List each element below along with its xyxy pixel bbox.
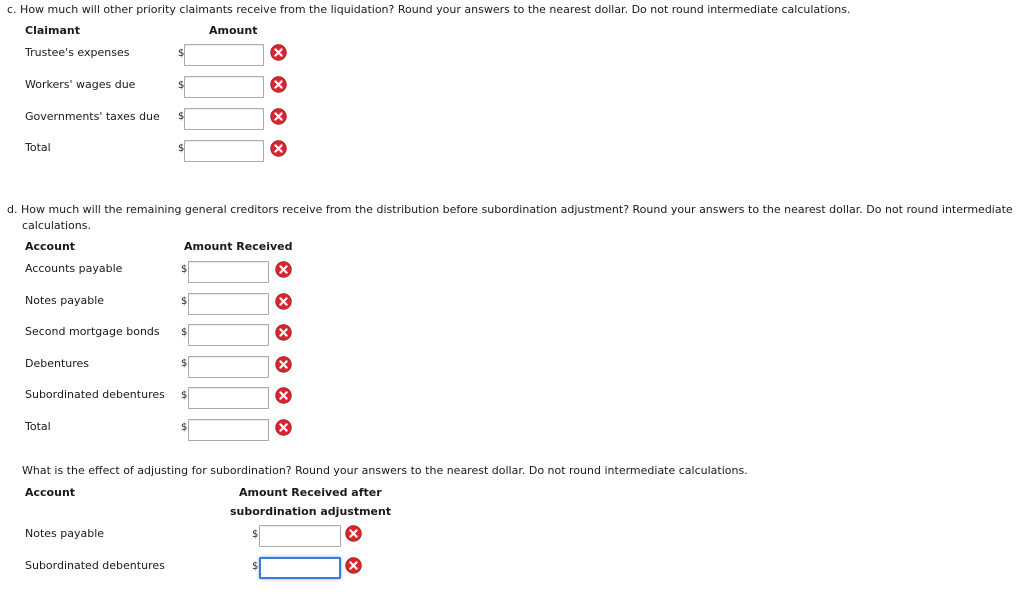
question-subordination-effect: What is the effect of adjusting for subordination? Round your answers to the nearest dollar. Do not round intermediate calculations. <box>22 464 748 477</box>
header-amount: Amount <box>209 24 258 37</box>
x-circle-icon <box>275 356 292 373</box>
x-circle-icon <box>345 557 362 574</box>
currency-sign: $ <box>181 422 188 433</box>
notes-payable-d-input[interactable] <box>188 293 269 315</box>
row-label-debentures: Debentures <box>25 357 90 370</box>
x-circle-icon <box>275 293 292 310</box>
x-circle-icon <box>275 419 292 436</box>
header-amount-after-line1: Amount Received after <box>239 486 382 499</box>
row-label-subordinated-debentures-e: Subordinated debentures <box>25 559 165 572</box>
second-mortgage-bonds-input[interactable] <box>188 324 269 346</box>
header-account-d: Account <box>25 240 76 253</box>
currency-sign: $ <box>181 390 188 401</box>
currency-sign: $ <box>252 561 259 572</box>
currency-sign: $ <box>178 143 185 154</box>
trustees-expenses-input[interactable] <box>184 44 264 66</box>
x-circle-icon <box>275 387 292 404</box>
row-label-trustees-expenses: Trustee's expenses <box>25 46 130 59</box>
row-label-total-d: Total <box>25 420 51 433</box>
row-label-total-c: Total <box>25 141 51 154</box>
row-label-subordinated-debentures-d: Subordinated debentures <box>25 388 165 401</box>
row-label-second-mortgage-bonds: Second mortgage bonds <box>25 325 160 338</box>
currency-sign: $ <box>178 111 185 122</box>
question-c: c. How much will other priority claimants receive from the liquidation? Round your answers to the nearest dollar. Do not round intermediate calculations. <box>7 3 851 16</box>
header-amount-received: Amount Received <box>184 240 293 253</box>
currency-sign: $ <box>178 48 185 59</box>
currency-sign: $ <box>181 264 188 275</box>
currency-sign: $ <box>252 529 259 540</box>
workers-wages-input[interactable] <box>184 76 264 98</box>
governments-taxes-input[interactable] <box>184 108 264 130</box>
header-account-e: Account <box>25 486 76 499</box>
x-circle-icon <box>270 76 287 93</box>
row-label-workers-wages: Workers' wages due <box>25 78 136 91</box>
row-label-notes-payable-e: Notes payable <box>25 527 105 540</box>
question-d-line1: d. How much will the remaining general creditors receive from the distribution before subordination adjustment? Round your answers to the nearest dollar. Do not round intermediate <box>7 203 1013 216</box>
accounts-payable-input[interactable] <box>188 261 269 283</box>
x-circle-icon <box>275 261 292 278</box>
debentures-input[interactable] <box>188 356 269 378</box>
subordinated-debentures-after-input[interactable] <box>259 557 341 579</box>
x-circle-icon <box>270 140 287 157</box>
x-circle-icon <box>270 108 287 125</box>
total-c-input[interactable] <box>184 140 264 162</box>
currency-sign: $ <box>181 296 188 307</box>
x-circle-icon <box>270 44 287 61</box>
x-circle-icon <box>275 324 292 341</box>
header-claimant: Claimant <box>25 24 81 37</box>
currency-sign: $ <box>181 327 188 338</box>
currency-sign: $ <box>181 358 188 369</box>
row-label-governments-taxes: Governments' taxes due <box>25 110 160 123</box>
subordinated-debentures-d-input[interactable] <box>188 387 269 409</box>
currency-sign: $ <box>178 80 185 91</box>
row-label-accounts-payable: Accounts payable <box>25 262 123 275</box>
x-circle-icon <box>345 525 362 542</box>
header-amount-after-line2: subordination adjustment <box>230 505 392 518</box>
row-label-notes-payable-d: Notes payable <box>25 294 105 307</box>
question-d-line2: calculations. <box>22 219 91 232</box>
total-d-input[interactable] <box>188 419 269 441</box>
notes-payable-after-input[interactable] <box>259 525 341 547</box>
